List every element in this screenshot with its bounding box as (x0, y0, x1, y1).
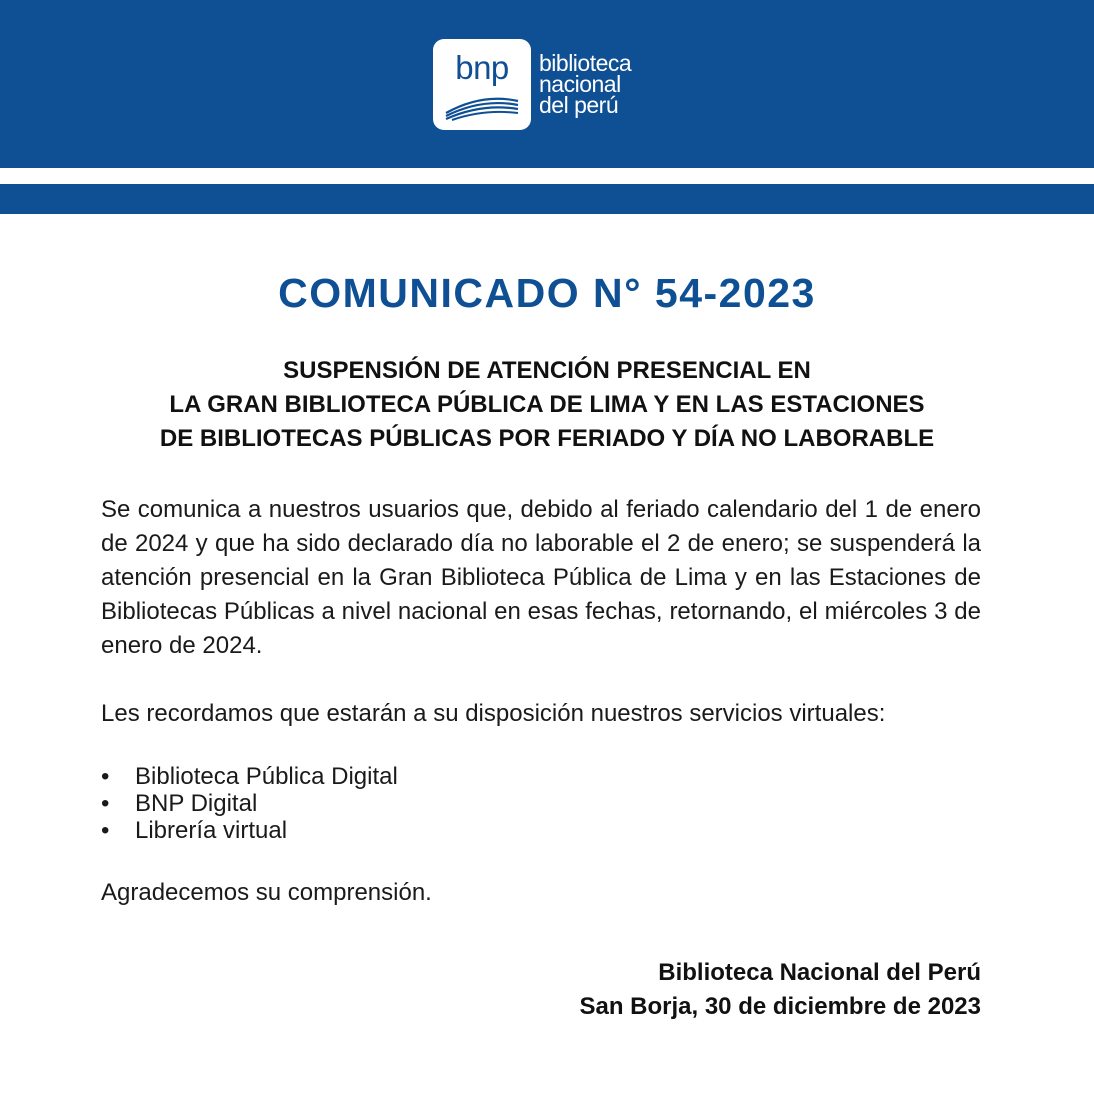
logo-badge (433, 39, 531, 130)
bullet-icon: • (101, 817, 110, 844)
signature-place-date: San Borja, 30 de diciembre de 2023 (579, 993, 981, 1020)
subtitle-line: SUSPENSIÓN DE ATENCIÓN PRESENCIAL EN (283, 357, 811, 384)
list-item (101, 790, 981, 817)
subtitle-line: DE BIBLIOTECAS PÚBLICAS POR FERIADO Y DÍA NO LABORABLE (159, 425, 935, 452)
virtual-services-list (101, 763, 981, 844)
logo-line-3: del perú (539, 91, 619, 118)
closing-paragraph: Agradecemos su comprensión. (101, 879, 432, 906)
list-item (101, 817, 981, 844)
announcement-paragraph: Se comunica a nuestros usuarios que, debido al feriado calendario del 1 de enero de 2024 y que ha sido declarado día no laborable el 2 de enero; se suspenderá la atención presencial en la Gran Biblioteca Pública de Lima y en las Estaciones de Bibliotecas Públicas a nivel nacional en esas fechas, retornando, el miércoles 3 de enero de 2024. (101, 496, 981, 659)
signature-institution: Biblioteca Nacional del Perú (658, 959, 981, 986)
reminder-paragraph: Les recordamos que estarán a su disposición nuestros servicios virtuales: (101, 700, 886, 727)
logo-abbreviation: bnp (455, 48, 509, 86)
logo-wordmark (539, 49, 632, 118)
service-label: Librería virtual (135, 817, 288, 844)
subtitle-line: LA GRAN BIBLIOTECA PÚBLICA DE LIMA Y EN LAS ESTACIONES (169, 391, 925, 418)
list-item (101, 763, 981, 790)
notice-subtitle (40, 354, 1054, 456)
service-label: BNP Digital (135, 790, 258, 817)
notice-title: COMUNICADO N° 54-2023 (278, 270, 816, 316)
logo-line-1: biblioteca (539, 49, 632, 76)
bullet-icon: • (101, 763, 110, 790)
logo-line-2: nacional (539, 70, 621, 97)
signature-block (579, 956, 981, 1024)
service-label: Biblioteca Pública Digital (135, 763, 398, 790)
bnp-logo (433, 38, 631, 130)
book-waves-icon (442, 93, 522, 121)
notice-body (101, 493, 981, 910)
header-banner (0, 0, 1094, 168)
header-stripe (0, 184, 1094, 214)
bullet-icon: • (101, 790, 110, 817)
